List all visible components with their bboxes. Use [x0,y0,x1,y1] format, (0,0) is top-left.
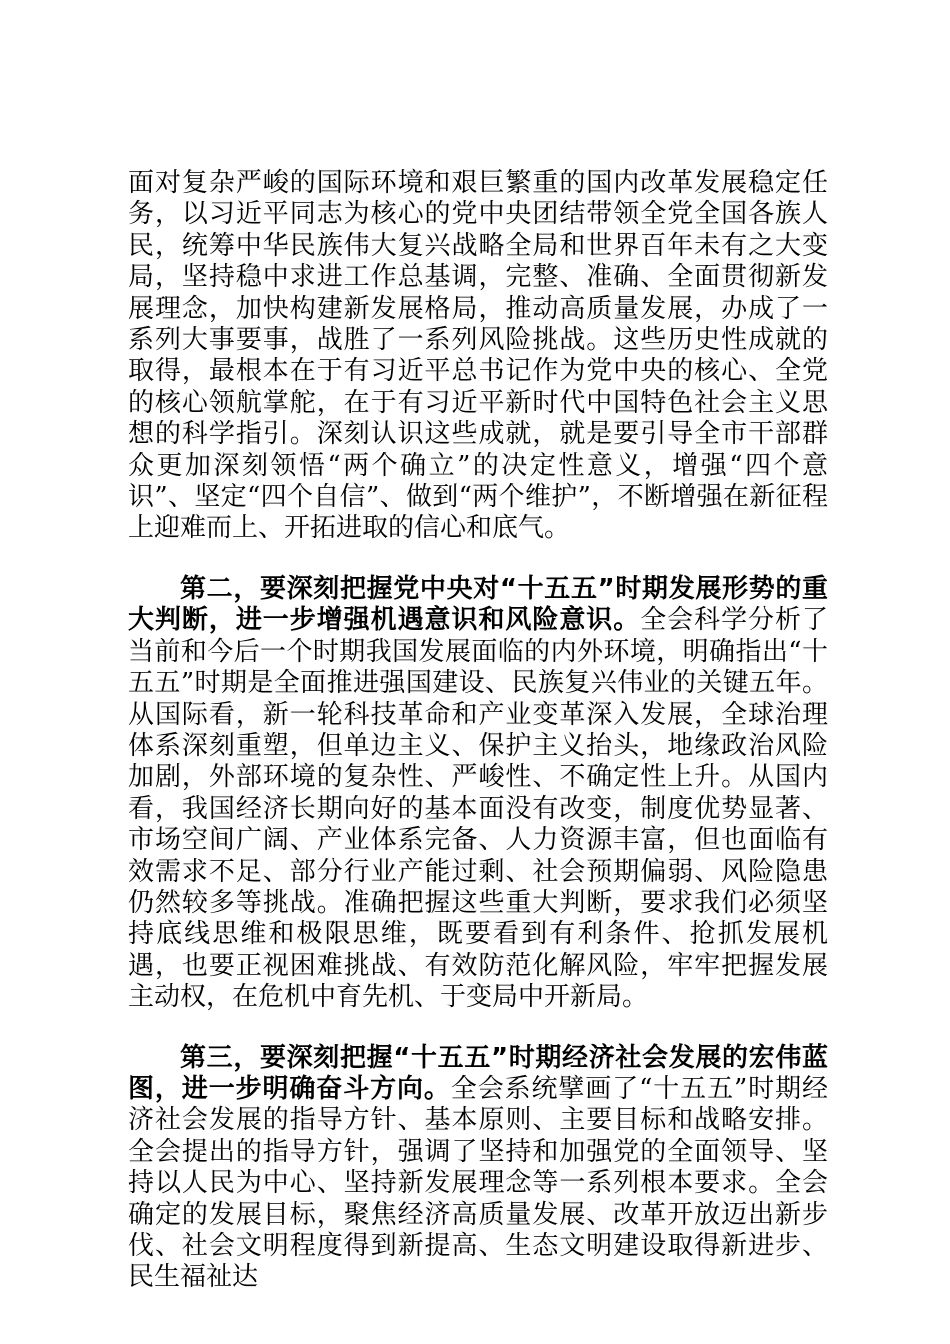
paragraph-third-point [128,1043,828,1294]
paragraph-achievements [128,168,828,545]
paragraph-heading-bold: 第三，要深刻把握“十五五”时期经济社会发展的宏伟蓝图，进一步明确奋斗方向。 [128,1042,828,1104]
paragraph-heading-bold: 第二，要深刻把握党中央对“十五五”时期发展形势的重大判断，进一步增强机遇意识和风险意识。 [128,573,828,636]
paragraph-text: 全会科学分析了当前和今后一个时期我国发展面临的内外环境，明确指出“十五五”时期是全面推进强国建设、民族复兴伟业的关键五年。从国际看，新一轮科技革命和产业变革深入发展，全球治理体系深刻重塑，但单边主义、保护主义抬头，地缘政治风险加剧，外部环境的复杂性、严峻性、不确定性上升。从国内看，我国经济长期向好的基本面没有改变，制度优势显著、市场空间广阔、产业体系完备、人力资源丰富，但也面临有效需求不足、部分行业产能过剩、社会预期偏弱、风险隐患仍然较多等挑战。准确把握这些重大判断，要求我们必须坚持底线思维和极限思维，既要看到有利条件、抢抓发展机遇，也要正视困难挑战、有效防范化解风险，牢牢把握发展主动权，在危机中育先机、于变局中开新局。 [128,605,828,1013]
paragraph-text: 全会系统擘画了“十五五”时期经济社会发展的指导方针、基本原则、主要目标和战略安排。全会提出的指导方针，强调了坚持和加强党的全面领导、坚持以人民为中心、坚持新发展理念等一系列根本要求。全会确定的发展目标，聚焦经济高质量发展、改革开放迈出新步伐、社会文明程度得到新提高、生态文明建设取得新进步、民生福祉达 [128,1073,828,1293]
document-page [128,168,828,1294]
paragraph-second-point [128,574,828,1014]
paragraph-text: 面对复杂严峻的国际环境和艰巨繁重的国内改革发展稳定任务，以习近平同志为核心的党中央团结带领全党全国各族人民，统筹中华民族伟大复兴战略全局和世界百年未有之大变局，坚持稳中求进工作总基调，完整、准确、全面贯彻新发展理念，加快构建新发展格局，推动高质量发展，办成了一系列大事要事，战胜了一系列风险挑战。这些历史性成就的取得，最根本在于有习近平总书记作为党中央的核心、全党的核心领航掌舵，在于有习近平新时代中国特色社会主义思想的科学指引。深刻认识这些成就，就是要引导全市干部群众更加深刻领悟“两个确立”的决定性意义，增强“四个意识”、坚定“四个自信”、做到“两个维护”，不断增强在新征程上迎难而上、开拓进取的信心和底气。 [128,168,828,544]
